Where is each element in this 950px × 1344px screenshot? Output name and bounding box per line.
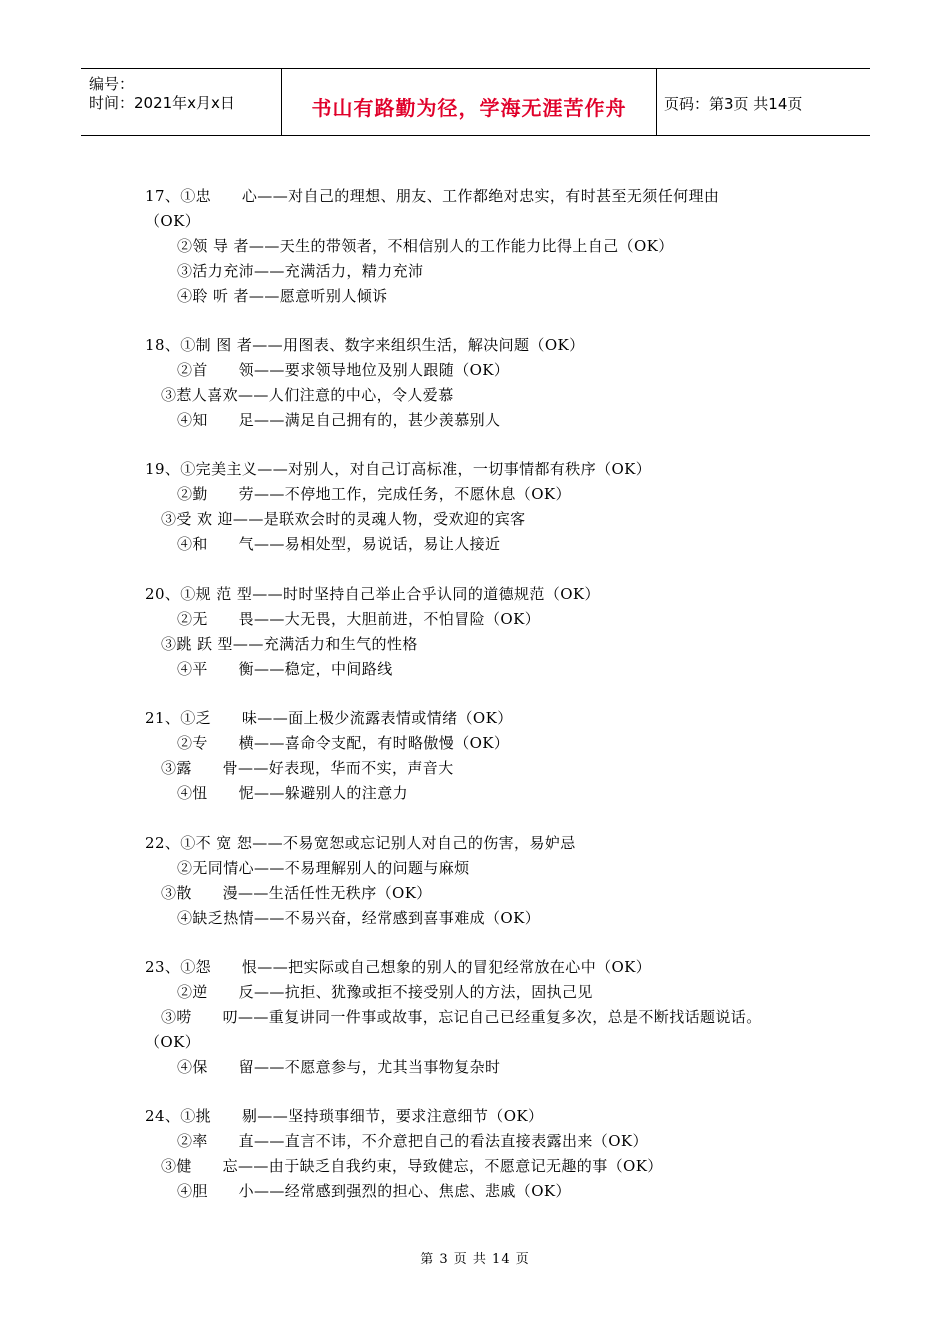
item-20-3: ③跳 跃 型——充满活力和生气的性格 <box>161 635 418 653</box>
item-19-1: 19、①完美主义——对别人，对自己订高标准，一切事情都有秩序（OK） <box>145 460 652 478</box>
item-17-1: 17、①忠 心——对自己的理想、朋友、工作都绝对忠实，有时甚至无须任何理由 <box>145 187 720 205</box>
item-22-2: ②无同情心——不易理解别人的问题与麻烦 <box>177 859 470 877</box>
item-21-1: 21、①乏 味——面上极少流露表情或情绪（OK） <box>145 709 513 727</box>
item-18-1: 18、①制 图 者——用图表、数字来组织生活，解决问题（OK） <box>145 336 585 354</box>
item-21-3: ③露 骨——好表现，华而不实，声音大 <box>161 759 454 777</box>
item-17-2: ②领 导 者——天生的带领者，不相信别人的工作能力比得上自己（OK） <box>177 237 674 255</box>
item-20-1: 20、①规 范 型——时时坚持自己举止合乎认同的道德规范（OK） <box>145 585 600 603</box>
item-23-1: 23、①怨 恨——把实际或自己想象的别人的冒犯经常放在心中（OK） <box>145 958 652 976</box>
item-19-2: ②勤 劳——不停地工作，完成任务，不愿休息（OK） <box>177 485 571 503</box>
item-24-4: ④胆 小——经常感到强烈的担心、焦虑、悲戚（OK） <box>177 1182 571 1200</box>
item-18-2: ②首 领——要求领导地位及别人跟随（OK） <box>177 361 510 379</box>
item-18-3: ③惹人喜欢——人们注意的中心，令人爱慕 <box>161 386 454 404</box>
item-22-4: ④缺乏热情——不易兴奋，经常感到喜事难成（OK） <box>177 909 541 927</box>
item-24-3: ③健 忘——由于缺乏自我约束，导致健忘，不愿意记无趣的事（OK） <box>161 1157 663 1175</box>
page-footer: 第 3 页 共 14 页 <box>420 1252 530 1267</box>
item-21-4: ④忸 怩——躲避别人的注意力 <box>177 784 409 802</box>
item-23-3: ③唠 叨——重复讲同一件事或故事，忘记自己已经重复多次，总是不断找话题说话。 <box>161 1008 762 1026</box>
item-22-1: 22、①不 宽 恕——不易宽恕或忘记别人对自己的伤害，易妒忌 <box>145 834 576 852</box>
item-20-4: ④平 衡——稳定，中间路线 <box>177 660 393 678</box>
item-17-4: ④聆 听 者——愿意听别人倾诉 <box>177 287 388 305</box>
date-line: 时间：2021年x月x日 <box>89 94 235 112</box>
item-20-2: ②无 畏——大无畏，大胆前进，不怕冒险（OK） <box>177 610 541 628</box>
item-21-2: ②专 横——喜命令支配，有时略傲慢（OK） <box>177 734 510 752</box>
item-23-4: ④保 留——不愿意参与，尤其当事物复杂时 <box>177 1058 501 1076</box>
item-24-1: 24、①挑 剔——坚持琐事细节，要求注意细节（OK） <box>145 1107 544 1125</box>
item-22-3: ③散 漫——生活任性无秩序（OK） <box>161 884 432 902</box>
item-24-2: ②率 直——直言不讳，不介意把自己的看法直接表露出来（OK） <box>177 1132 648 1150</box>
item-19-4: ④和 气——易相处型，易说话，易让人接近 <box>177 535 501 553</box>
item-18-4: ④知 足——满足自己拥有的，甚少羡慕别人 <box>177 411 501 429</box>
item-23-3-cont: （OK） <box>145 1033 201 1051</box>
motto: 书山有路勤为径，学海无涯苦作舟 <box>311 96 627 120</box>
item-17-1-cont: （OK） <box>145 212 201 230</box>
item-23-2: ②逆 反——抗拒、犹豫或拒不接受别人的方法，固执己见 <box>177 983 593 1001</box>
page-info: 页码：第3页 共14页 <box>664 95 803 113</box>
item-19-3: ③受 欢 迎——是联欢会时的灵魂人物，受欢迎的宾客 <box>161 510 526 528</box>
number-label: 编号： <box>89 75 135 93</box>
item-17-3: ③活力充沛——充满活力，精力充沛 <box>177 262 424 280</box>
